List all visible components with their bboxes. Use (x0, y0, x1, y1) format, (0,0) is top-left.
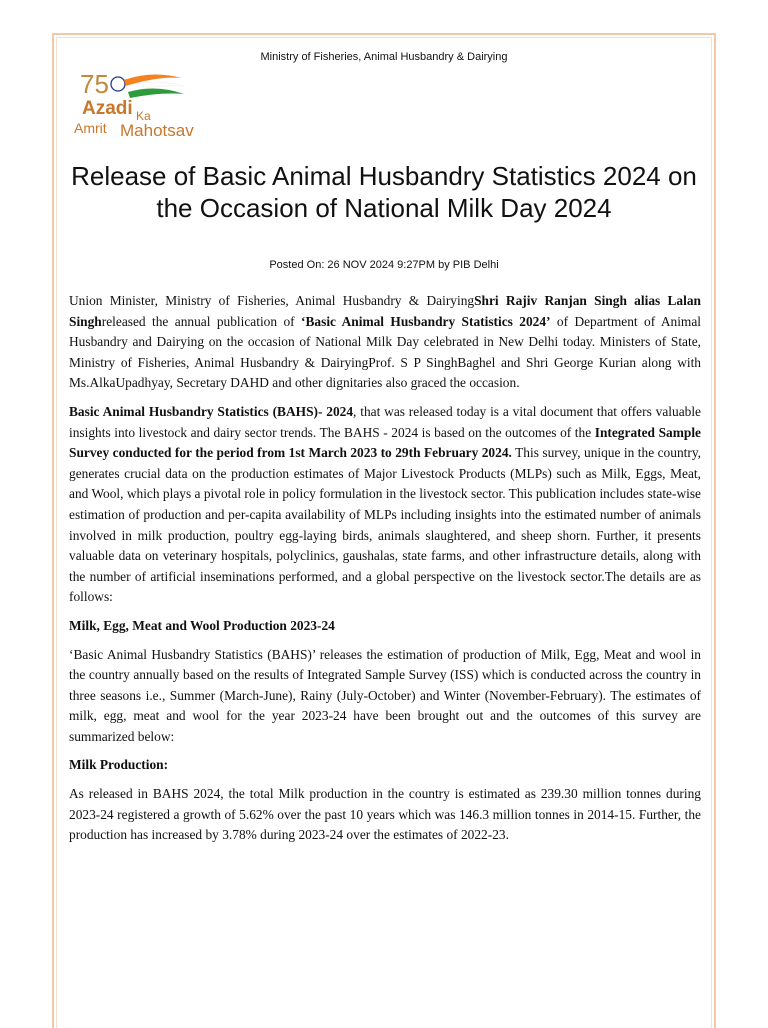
ministry-header: Ministry of Fisheries, Animal Husbandry & Dairying (260, 51, 508, 63)
article-body (69, 291, 701, 854)
paragraph-4: As released in BAHS 2024, the total Milk production in the country is estimated as 239.30 million tonnes during 2023-24 registered a growth of 5.62% over the past 10 years which was 146.3 million tonnes in 2014-15. Further, the production has increased by 3.78% during 2023-24 over the estimates of 2022-23. (69, 786, 701, 843)
svg-text:Amrit: Amrit (74, 120, 107, 136)
paragraph-1: Union Minister, Ministry of Fisheries, Animal Husbandry & DairyingShri Rajiv Ranjan Singh alias Lalan Singhreleased the annual publication of ‘Basic Animal Husbandry Statistics 2024’ of Department of Animal Husbandry and Dairying on the occasion of National Milk Day celebrated in New Delhi today. Ministers of State, Ministry of Fisheries, Animal Husbandry & DairyingProf. S P SinghBaghel and Shri George Kurian along with Ms.AlkaUpadhyay, Secretary DAHD and other dignitaries also graced the occasion. (69, 293, 701, 391)
svg-text:Ka: Ka (136, 109, 151, 123)
paragraph-2: Basic Animal Husbandry Statistics (BAHS)- 2024, that was released today is a vital document that offers valuable insights into livestock and dairy sector trends. The BAHS - 2024 is based on the outcomes of the Integrated Sample Survey conducted for the period from 1st March 2023 to 29th February 2024. This survey, unique in the country, generates crucial data on the production estimates of Major Livestock Products (MLPs) such as Milk, Eggs, Meat, and Wool, which plays a pivotal role in policy formulation in the livestock sector. This publication includes state-wise estimation of production and per-capita availability of MLPs including insights into the estimated number of animals involved in milk production, poultry egg-laying birds, animals slaughtered, and sheep shorn. Further, it presents valuable data on veterinary hospitals, polyclinics, gaushalas, state farms, and other infrastructure details, along with the number of artificial inseminations performed, and a global perspective on the livestock sector.The details are as follows: (69, 403, 701, 605)
posted-date: Posted On: 26 NOV 2024 9:27PM by PIB Delhi (269, 259, 499, 271)
section-heading-production: Milk, Egg, Meat and Wool Production 2023-24 (69, 617, 335, 633)
page-title: Release of Basic Animal Husbandry Statistics 2024 on the Occasion of National Milk Day 2024 (71, 161, 697, 223)
azadi-ka-amrit-mahotsav-logo (74, 66, 214, 146)
svg-text:Azadi: Azadi (82, 98, 133, 119)
svg-text:Mahotsav: Mahotsav (120, 121, 194, 140)
svg-text:75: 75 (80, 69, 109, 99)
paragraph-3: ‘Basic Animal Husbandry Statistics (BAHS)’ releases the estimation of production of Milk, Egg, Meat and wool in the country annually based on the results of Integrated Sample Survey (ISS) which is conducted across the country in three seasons i.e., Summer (March-June), Rainy (July-October) and Winter (November-February). The estimates of milk, egg, meat and wool for the year 2023-24 have been brought out and the outcomes of this survey are summarized below: (69, 646, 701, 744)
section-heading-milk: Milk Production: (69, 757, 169, 773)
